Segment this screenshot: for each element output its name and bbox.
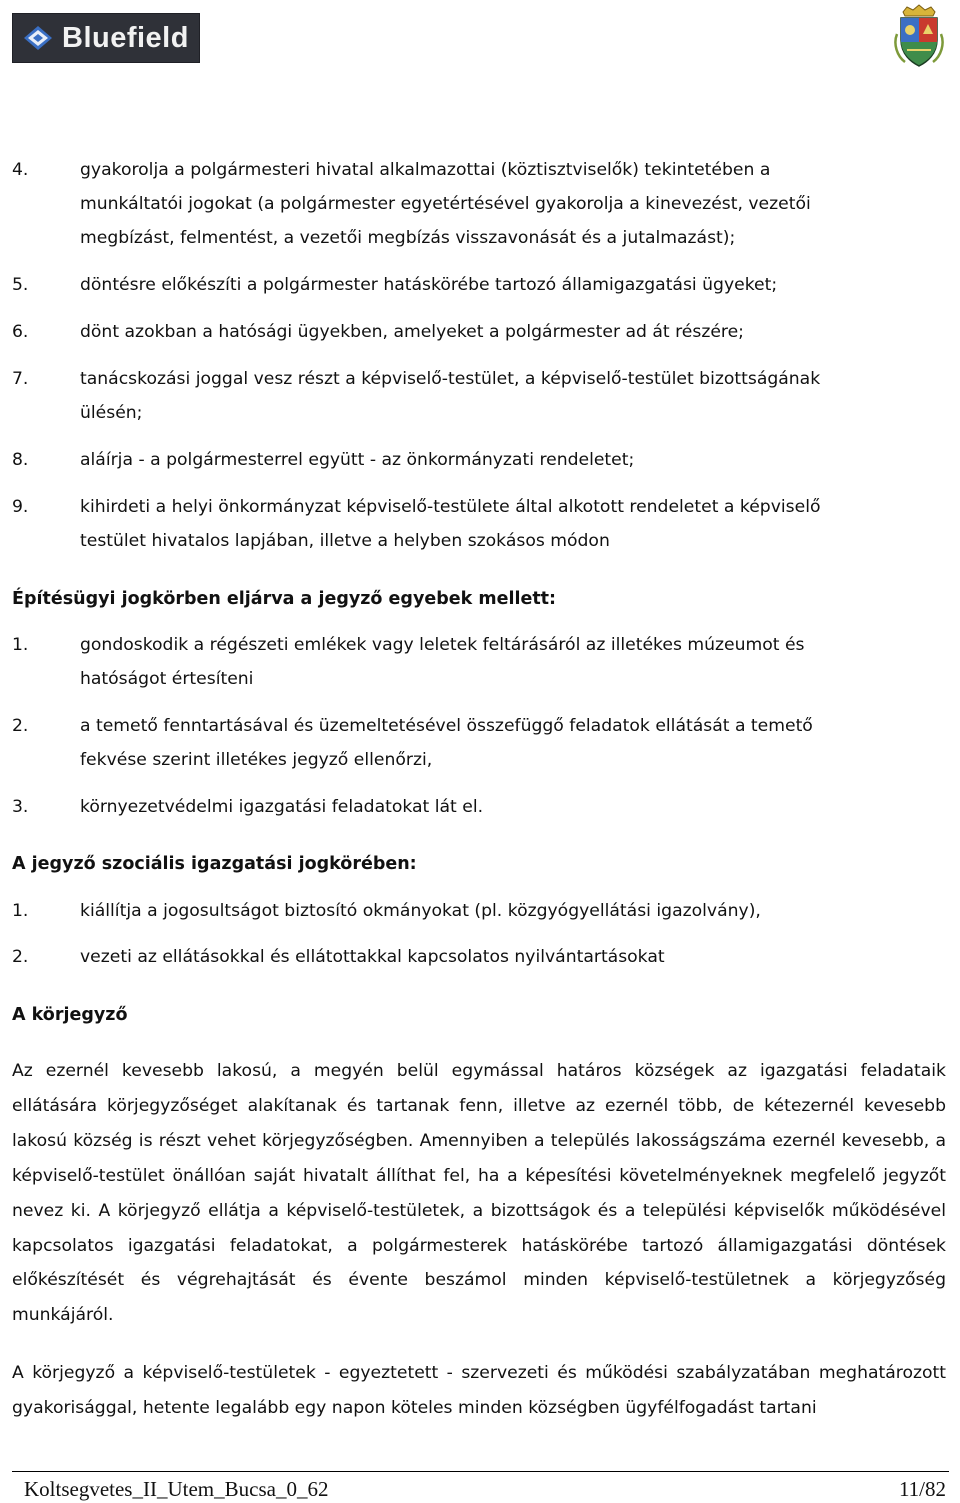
section-heading-social: A jegyző szociális igazgatási jogkörében: xyxy=(12,854,417,874)
office-hours-paragraph: A körjegyző a képviselő-testületek - egyeztetett - szervezeti és működési szabályzatában meghatározott gyakorisággal, hetente legalább egy napon köteles minden községben ügyfélfogadást tartani xyxy=(12,1363,946,1418)
page-number: 11/82 xyxy=(898,1477,946,1501)
list-item-line: megbízást, felmentést, a vezetői megbízás visszavonását és a jutalmazást); xyxy=(80,228,736,248)
korjegyzo-paragraph: Az ezernél kevesebb lakosú, a megyén belül egymással határos községek az igazgatási feladataik ellátására körjegyzőséget alakítanak és tartanak fenn, illetve az ezernél több, de kétezernél kevesebb lakosú község is részt vehet körjegyzőségben. Amennyiben a település lakosságszáma ezernél kevesebb, a képviselő-testület önállóan saját hivatalt állíthat fel, ha a képesítési követelményeknek megfelelő jegyzőt nevez ki. A körjegyző ellátja a képviselő-testületek, a bizottságok és a települési képviselők működésével kapcsolatos igazgatási feladatokat, a polgármesterek hatáskörébe tartozó államigazgatási döntések előkészítését és végrehajtását és évente beszámol minden képviselő-testületnek a körjegyzőség munkájáról. xyxy=(12,1061,946,1326)
section-heading-building: Építésügyi jogkörben eljárva a jegyző egyebek mellett: xyxy=(12,589,557,609)
list-item-line: tanácskozási joggal vesz részt a képviselő-testület, a képviselő-testület bizottságának xyxy=(80,369,821,389)
list-item-line: hatóságot értesíteni xyxy=(80,669,254,689)
list-item-line: kihirdeti a helyi önkormányzat képviselő-testülete által alkotott rendeletet a képviselő xyxy=(80,497,821,517)
footer-divider xyxy=(12,1471,949,1472)
list-item-line: ülésén; xyxy=(80,403,143,423)
list-item-line: gondoskodik a régészeti emlékek vagy leletek feltárásáról az illetékes múzeumot és xyxy=(80,635,805,655)
list-item-line: döntésre előkészíti a polgármester hatáskörébe tartozó államigazgatási ügyeket; xyxy=(80,275,778,295)
list-item-line: munkáltatói jogokat (a polgármester egyetértésével gyakorolja a kinevezést, vezetői xyxy=(80,194,811,214)
page-footer xyxy=(24,1475,946,1503)
section-heading-korjegyzo: A körjegyző xyxy=(12,1005,128,1025)
list-item-line: fekvése szerint illetékes jegyző ellenőrzi, xyxy=(80,750,433,770)
list-item-line: vezeti az ellátásokkal és ellátottakkal kapcsolatos nyilvántartásokat xyxy=(80,947,665,967)
footer-filename: Koltsegvetes_II_Utem_Bucsa_0_62 xyxy=(24,1477,329,1501)
page-header xyxy=(0,0,960,80)
coat-of-arms-icon xyxy=(893,4,945,68)
list-item-line: aláírja - a polgármesterrel együtt - az önkormányzati rendeletet; xyxy=(80,450,635,470)
list-item-line: gyakorolja a polgármesteri hivatal alkalmazottai (köztisztviselők) tekintetében a xyxy=(80,160,771,180)
logo-text: Bluefield xyxy=(62,21,189,54)
list-item-line: dönt azokban a hatósági ügyekben, amelyeket a polgármester ad át részére; xyxy=(80,322,744,342)
list-item-line: testület hivatalos lapjában, illetve a helyben szokásos módon xyxy=(80,531,610,551)
list-item-line: a temető fenntartásával és üzemeltetésével összefüggő feladatok ellátását a temető xyxy=(80,716,813,736)
list-item-line: kiállítja a jogosultságot biztosító okmányokat (pl. közgyógyellátási igazolvány), xyxy=(80,901,761,921)
list-item-line: környezetvédelmi igazgatási feladatokat lát el. xyxy=(80,797,484,817)
bluefield-logo xyxy=(12,13,200,63)
diamond-logo-icon xyxy=(22,24,54,52)
